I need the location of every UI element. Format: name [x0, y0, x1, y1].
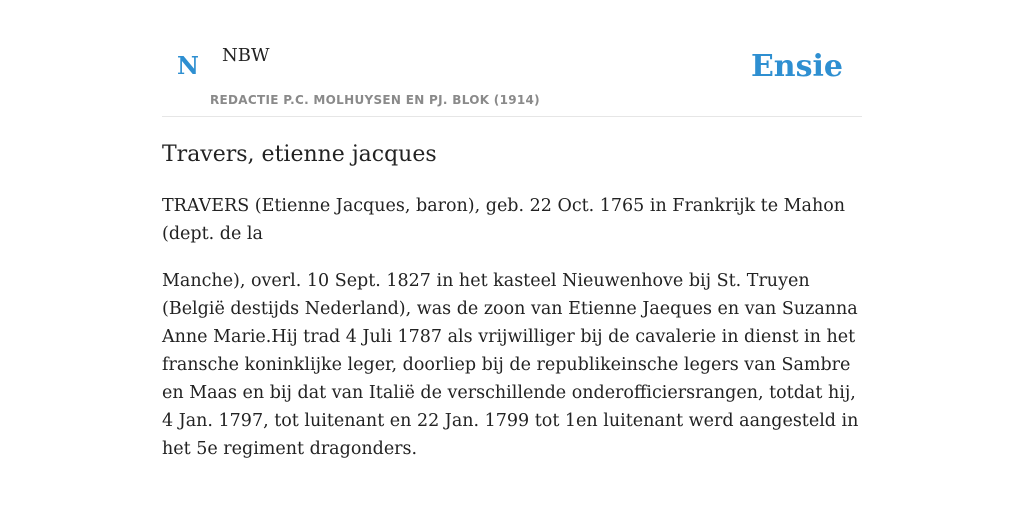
brand-logo[interactable]: Ensie [750, 49, 843, 84]
article-paragraph: Manche), overl. 10 Sept. 1827 in het kasteel Nieuwenhove bij St. Truyen (België destijds Nederland), was de zoon van Etienne Jaeques en van Suzanna Anne Marie.Hij trad 4 Juli 1787 als vrijwilliger bij de cavalerie in dienst in het fransche koninklijke leger, doorliep bij de republikeinsche legers van Sambre en Maas en bij dat van Italië de verschillende onderofficiersrangen, totdat hij, 4 Jan. 1797, tot luitenant en 22 Jan. 1799 tot 1en luitenant werd aangesteld in het 5e regiment dragonders. [162, 271, 859, 459]
article-paragraph: TRAVERS (Etienne Jacques, baron), geb. 22 Oct. 1765 in Frankrijk te Mahon (dept. de la [162, 196, 846, 244]
source-name[interactable]: NBW [222, 45, 270, 66]
article-body [162, 192, 862, 482]
source-header [162, 0, 862, 117]
source-logo[interactable]: N [177, 51, 199, 80]
article-title: Travers, etienne jacques [162, 142, 437, 167]
source-subtitle: REDACTIE P.C. MOLHUYSEN EN PJ. BLOK (1914) [210, 93, 540, 107]
